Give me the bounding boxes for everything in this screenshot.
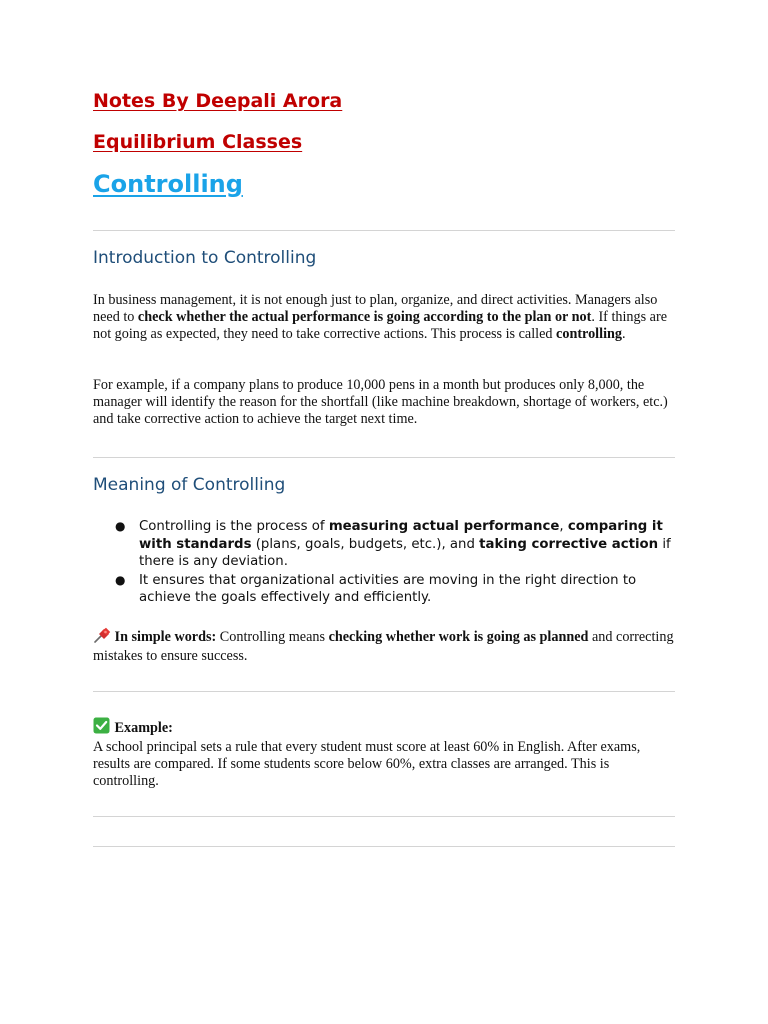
pushpin-icon [93,627,111,648]
meaning-heading: Meaning of Controlling [93,475,286,495]
introduction-heading: Introduction to Controlling [93,248,317,268]
list-item: ● It ensures that organizational activities are moving in the right direction to achieve the goals effectively and efficiently. [115,572,637,605]
divider [93,457,675,458]
divider [93,816,675,817]
author-heading: Notes By Deepali Arora [93,90,343,112]
divider [93,691,675,692]
example-box: Example: A school principal sets a rule that every student must score at least 60% in English. After exams, results are compared. If some students score below 60%, extra classes are arranged. This is controlling. [93,717,678,790]
divider [93,846,675,847]
institute-heading: Equilibrium Classes [93,131,303,153]
introduction-paragraph: In business management, it is not enough just to plan, organize, and direct activities. Managers also need to check whether the actual performance is going according to the plan or not. If things are not going as expected, they need to take corrective actions. This process is called controlling. [93,292,668,342]
page-title: Controlling [93,170,243,198]
bullet-dot: ● [115,572,126,587]
meaning-bullet-list [93,518,683,608]
list-item: ● Controlling is the process of measuring actual performance, comparing it with standards (plans, goals, budgets, etc.), and taking corrective action if there is any deviation. [115,519,671,569]
bullet-dot: ● [115,519,126,533]
simple-words-paragraph: In simple words: Controlling means checking whether work is going as planned and correcting mistakes to ensure success. [93,629,674,664]
example-paragraph: For example, if a company plans to produce 10,000 pens in a month but produces only 8,000, the manager will identify the reason for the shortfall (like machine breakdown, shortage of workers, etc.) and take corrective action to achieve the target next time. [93,377,668,427]
divider [93,230,675,231]
check-mark-icon [93,717,111,739]
